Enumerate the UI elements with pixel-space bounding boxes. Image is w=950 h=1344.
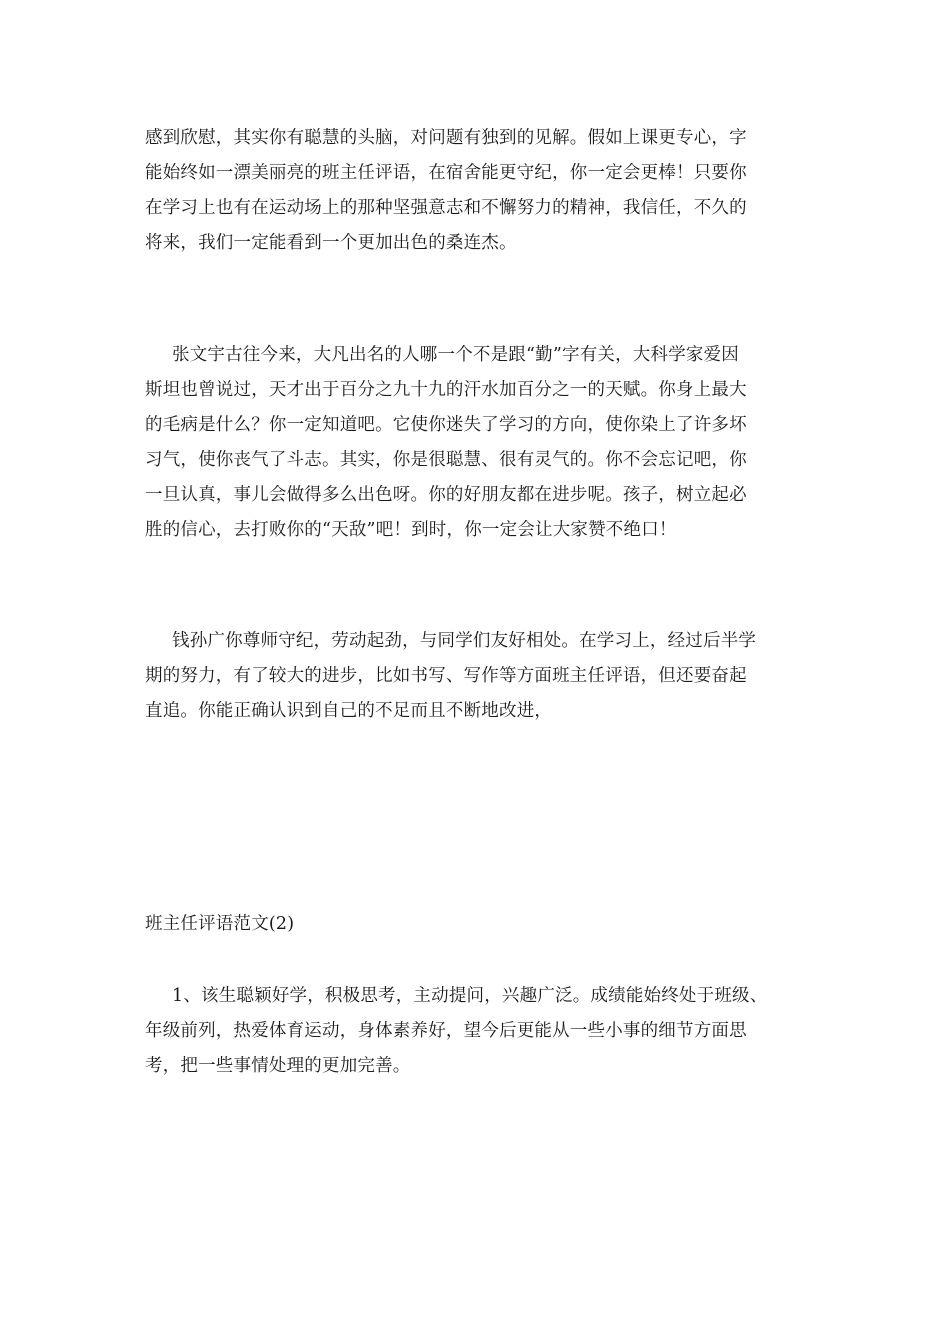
paragraph-2-line-6: 胜的信心，去打败你的“天敌”吧！到时，你一定会让大家赞不绝口！ <box>145 520 677 540</box>
paragraph-2-line-3: 的毛病是什么？你一定知道吧。它使你迷失了学习的方向，使你染上了许多坏 <box>145 415 747 435</box>
paragraph-4-line-1: 1、该生聪颖好学，积极思考，主动提问，兴趣广泛。成绩能始终处于班级、 <box>172 986 768 1006</box>
paragraph-3-line-2: 期的努力，有了较大的进步，比如书写、写作等方面班主任评语，但还要奋起 <box>145 666 747 686</box>
paragraph-1-line-2: 能始终如一漂美丽亮的班主任评语，在宿舍能更守纪，你一定会更棒！只要你 <box>145 163 747 183</box>
paragraph-2-line-4: 习气，使你丧气了斗志。其实，你是很聪慧、很有灵气的。你不会忘记吧，你 <box>145 450 747 470</box>
paragraph-1-line-3: 在学习上也有在运动场上的那种坚强意志和不懈努力的精神，我信任，不久的 <box>145 198 747 218</box>
paragraph-1-line-1: 感到欣慰，其实你有聪慧的头脑，对问题有独到的见解。假如上课更专心，字 <box>145 128 747 148</box>
paragraph-2-line-1: 张文宇古往今来，大凡出名的人哪一个不是跟“勤”字有关，大科学家爱因 <box>172 345 739 365</box>
paragraph-3-line-1: 钱孙广你尊师守纪，劳动起劲，与同学们友好相处。在学习上，经过后半学 <box>172 631 757 651</box>
section-heading: 班主任评语范文(2) <box>145 914 295 934</box>
paragraph-3-line-3: 直追。你能正确认识到自己的不足而且不断地改进， <box>145 701 553 721</box>
paragraph-1-line-4: 将来，我们一定能看到一个更加出色的桑连杰。 <box>145 233 517 253</box>
paragraph-2-line-5: 一旦认真，事儿会做得多么出色呀。你的好朋友都在进步呢。孩子，树立起必 <box>145 485 747 505</box>
paragraph-4-line-3: 考，把一些事情处理的更加完善。 <box>145 1056 411 1076</box>
paragraph-2-line-2: 斯坦也曾说过，天才出于百分之九十九的汗水加百分之一的天赋。你身上最大 <box>145 380 747 400</box>
paragraph-4-line-2: 年级前列，热爱体育运动，身体素养好，望今后更能从一些小事的细节方面思 <box>145 1021 747 1041</box>
